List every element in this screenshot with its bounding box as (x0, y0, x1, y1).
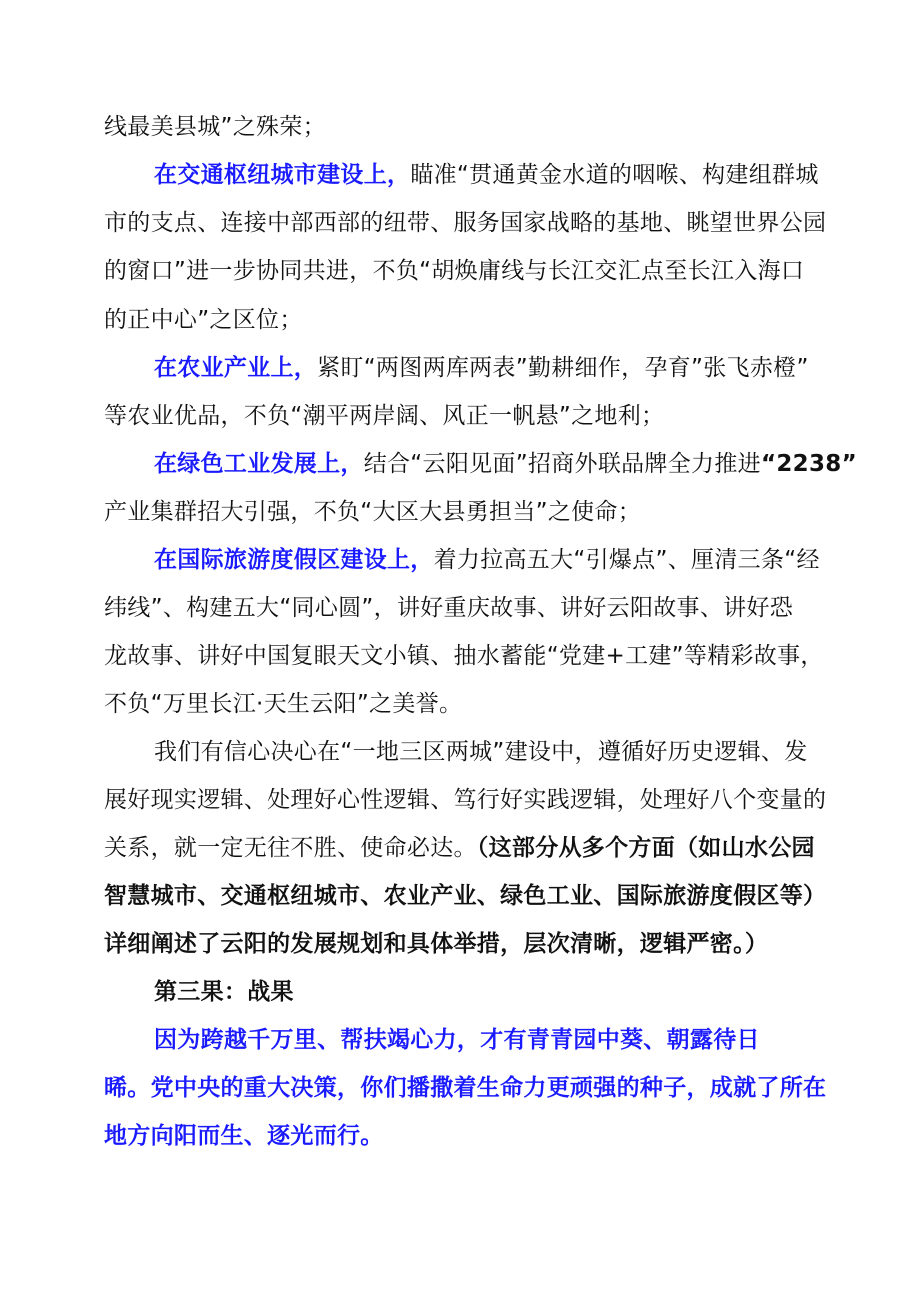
text-line-6 (154, 353, 824, 383)
section-heading (154, 977, 824, 1007)
text-run: 详细阐述了云阳的发展规划和具体举措，层次清晰，逻辑严密。） (104, 931, 769, 957)
text-line-11 (104, 593, 824, 623)
text-line-21 (104, 1073, 827, 1103)
text-run: 紧盯“两图两库两表”勤耕细作，孕育”张飞赤橙” (317, 355, 809, 381)
text-run: （这部分从多个方面（如山水公园 (476, 835, 815, 861)
text-run: 纬线”、构建五大“同心圆”，讲好重庆故事、讲好云阳故事、讲好恐 (104, 595, 794, 621)
text-line-22 (104, 1121, 824, 1151)
text-line-10 (154, 545, 824, 575)
text-run: 地方向阳而生、逐光而行。 (104, 1123, 384, 1149)
text-run: 的窗口”进一步协同共进，不负“胡焕庸线与长江交汇点至长江入海口 (104, 258, 805, 284)
text-run: 关系，就一定无往不胜、使命必达。 (104, 835, 477, 861)
text-line-1 (104, 112, 824, 142)
text-run: 不负“万里长江·天生云阳”之美誉。 (104, 691, 463, 717)
text-run: 因为跨越千万里、帮扶竭心力，才有青青园中葵、朝露待日 (154, 1027, 760, 1053)
text-line-15 (104, 785, 827, 815)
text-line-13 (104, 689, 824, 719)
text-line-4 (104, 256, 824, 286)
text-run: 我们有信心决心在“一地三区两城”建设中，遵循好历史逻辑、发 (154, 739, 808, 765)
text-run: 龙故事、讲好中国复眼天文小镇、抽水蓄能“党建+工建”等精彩故事， (104, 643, 824, 669)
text-run: 结合“云阳见面”招商外联品牌全力推进 (363, 451, 761, 477)
text-line-8 (154, 449, 857, 479)
text-run: 展好现实逻辑、处理好心性逻辑、笃行好实践逻辑，处理好八个变量的 (104, 787, 827, 813)
text-line-9 (104, 497, 824, 527)
text-run: 晞。党中央的重大决策，你们播撒着生命力更顽强的种子，成就了所在 (104, 1075, 827, 1101)
text-run: 产业集群招大引强，不负“大区大县勇担当”之使命； (104, 499, 642, 525)
text-line-2 (154, 160, 824, 190)
text-run: 在农业产业上， (154, 355, 318, 381)
text-run: 线最美县城”之殊荣； (104, 114, 326, 140)
text-line-18 (104, 929, 824, 959)
text-line-7 (104, 401, 824, 431)
text-line-3 (104, 208, 827, 238)
text-run: 着力拉高五大“引爆点”、厘清三条“经 (433, 547, 820, 573)
text-line-20 (154, 1025, 824, 1055)
text-line-17 (104, 881, 827, 911)
text-run: 等农业优品，不负“潮平两岸阔、风正一帆悬”之地利； (104, 403, 665, 429)
text-line-14 (154, 737, 824, 767)
text-line-12 (104, 641, 824, 671)
text-run: 第三果：战果 (154, 979, 294, 1005)
text-run: 在国际旅游度假区建设上， (154, 547, 434, 573)
text-run: 的正中心”之区位； (104, 307, 303, 333)
text-run: 在交通枢纽城市建设上， (154, 162, 411, 188)
text-run: 瞄准“贯通黄金水道的咽喉、构建组群城 (410, 162, 819, 188)
text-line-5 (104, 305, 824, 335)
text-run: 在绿色工业发展上， (154, 451, 364, 477)
text-run: 市的支点、连接中部西部的纽带、服务国家战略的基地、眺望世界公园 (104, 210, 827, 236)
text-run: “2238” (760, 451, 857, 477)
text-line-16 (104, 833, 824, 863)
text-run: 智慧城市、交通枢纽城市、农业产业、绿色工业、国际旅游度假区等） (104, 883, 827, 909)
